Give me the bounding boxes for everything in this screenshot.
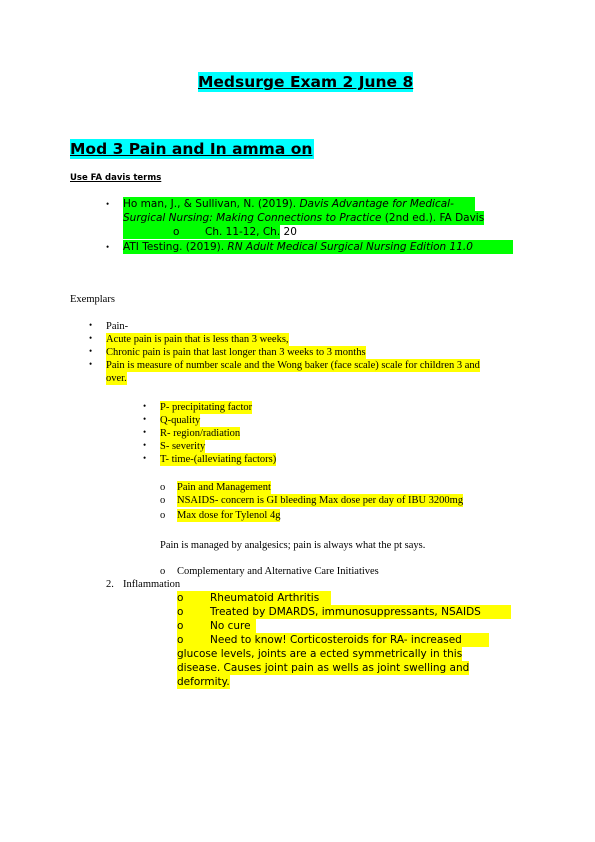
reference-1-title-part2: Surgical Nursing: Making Connections to Practice	[123, 212, 382, 224]
inflammation-item	[177, 619, 256, 633]
circle-bullet-icon: o	[160, 495, 166, 506]
bullet-icon: •	[143, 401, 147, 411]
inflammation-label: Inflammation	[123, 579, 181, 590]
acute-pain-item: Acute pain is pain that is less than 3 weeks,	[106, 334, 289, 345]
circle-bullet-icon: o	[177, 606, 184, 618]
circle-bullet-icon: o	[160, 482, 166, 493]
reference-2-source: ATI Testing. (2019).	[123, 241, 228, 253]
bullet-icon: •	[89, 346, 93, 356]
pain-item: Pain-	[106, 321, 129, 332]
module-heading: Mod 3 Pain and In amma on	[70, 140, 313, 158]
bullet-icon: •	[89, 320, 93, 330]
management-item: Pain and Management	[177, 482, 271, 493]
circle-bullet-icon: o	[160, 510, 166, 521]
inflammation-item-text: Need to know! Corticosteroids for RA- increased	[210, 634, 462, 646]
complementary-item: Complementary and Alternative Care Initiatives	[177, 566, 379, 577]
inflammation-item-cont: glucose levels, joints are a ected symmetrically in this	[177, 648, 463, 660]
circle-bullet-icon: o	[177, 634, 184, 646]
reference-1-publisher: (2nd ed.). FA Davis	[381, 212, 485, 224]
management-item: NSAIDS- concern is GI bleeding Max dose per day of IBU 3200mg	[177, 495, 464, 506]
pain-scale-item: Pain is measure of number scale and the Wong baker (face scale) scale for children 3 and	[106, 360, 480, 371]
reference-1-sub-line	[123, 225, 297, 239]
pqrst-item: R- region/radiation	[160, 428, 241, 439]
reference-1-chapters: Ch. 11-12, Ch. 20	[205, 226, 297, 238]
circle-bullet-icon: o	[173, 226, 180, 238]
inflammation-item-cont: disease. Causes joint pain as wells as joint swelling and	[177, 662, 470, 674]
exemplars-label: Exemplars	[70, 294, 115, 305]
reference-2-title: RN Adult Medical Surgical Nursing Edition 11.0	[227, 241, 473, 253]
analgesics-note: Pain is managed by analgesics; pain is always what the pt says.	[160, 540, 426, 551]
reference-2	[123, 240, 513, 254]
document-title: Medsurge Exam 2 June 8	[198, 73, 414, 91]
inflammation-item-text: No cure	[210, 620, 251, 632]
subheading: Use FA davis terms	[70, 173, 162, 183]
bullet-icon: •	[143, 440, 147, 450]
circle-bullet-icon: o	[177, 620, 184, 632]
pqrst-item: P- precipitating factor	[160, 402, 253, 413]
bullet-icon: •	[143, 414, 147, 424]
inflammation-item-cont: deformity.	[177, 676, 230, 688]
reference-1-authors: Ho man, J., & Sullivan, N. (2019).	[123, 198, 300, 210]
inflammation-item	[177, 605, 511, 619]
circle-bullet-icon: o	[177, 592, 184, 604]
bullet-icon: •	[143, 427, 147, 437]
inflammation-item-text: Treated by DMARDS, immunosuppressants, NSAIDS	[210, 606, 481, 618]
circle-bullet-icon: o	[160, 566, 166, 577]
pqrst-item: S- severity	[160, 441, 206, 452]
bullet-icon: •	[143, 453, 147, 463]
bullet-icon: •	[106, 199, 110, 209]
reference-1-line-1	[123, 197, 475, 211]
pain-scale-item-cont: over.	[106, 373, 127, 384]
reference-1-title-part1: Davis Advantage for Medical-	[299, 198, 454, 210]
pqrst-item: Q-quality	[160, 415, 201, 426]
management-item: Max dose for Tylenol 4g	[177, 510, 281, 521]
inflammation-item	[177, 633, 489, 647]
bullet-icon: •	[89, 333, 93, 343]
list-number: 2.	[106, 579, 114, 590]
bullet-icon: •	[89, 359, 93, 369]
pqrst-item: T- time-(alleviating factors)	[160, 454, 277, 465]
chronic-pain-item: Chronic pain is pain that last longer than 3 weeks to 3 months	[106, 347, 366, 358]
inflammation-item	[177, 591, 331, 605]
bullet-icon: •	[106, 242, 110, 252]
inflammation-item-text: Rheumatoid Arthritis	[210, 592, 320, 604]
reference-1-line-2	[123, 211, 484, 225]
